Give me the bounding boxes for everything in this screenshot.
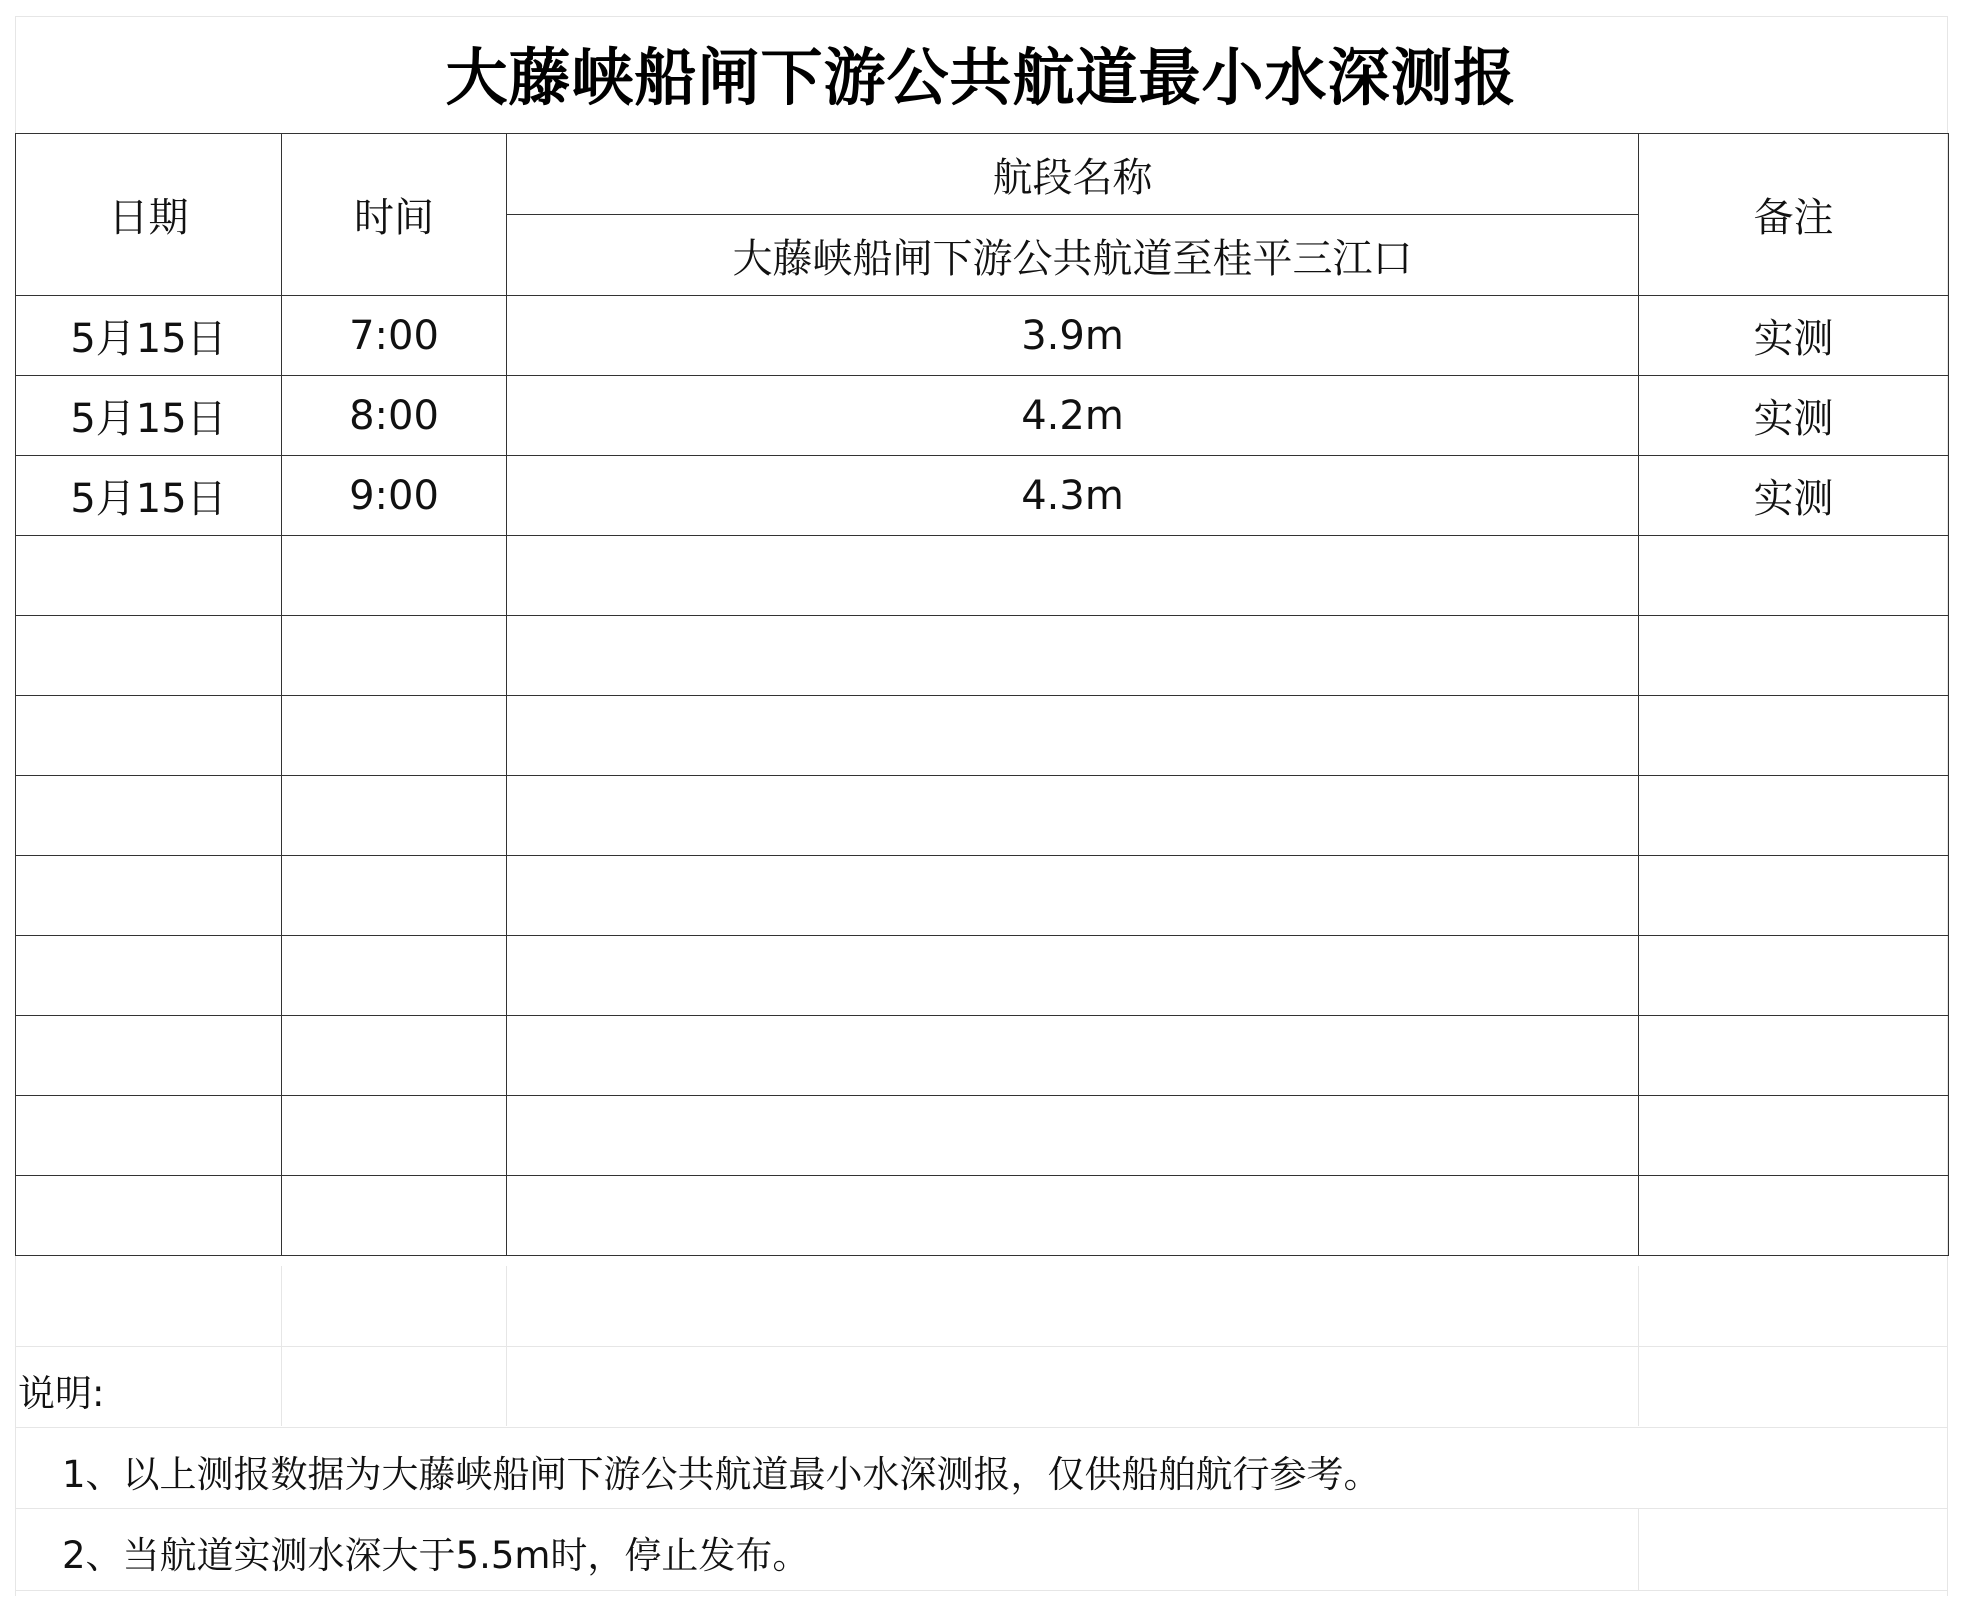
date-cell: 5月15日	[16, 376, 282, 456]
table-row	[16, 616, 1949, 696]
gridline	[15, 1590, 1948, 1591]
time-cell	[282, 936, 507, 1016]
remark-cell	[1639, 936, 1949, 1016]
depth-report-table	[15, 133, 1949, 1256]
date-cell	[16, 1096, 282, 1176]
note-item: 1、以上测报数据为大藤峡船闸下游公共航道最小水深测报，仅供船舶航行参考。	[62, 1453, 1381, 1496]
table-row	[16, 936, 1949, 1016]
time-cell	[282, 616, 507, 696]
date-cell	[16, 536, 282, 616]
remark-cell	[1639, 536, 1949, 616]
header-segment: 大藤峡船闸下游公共航道至桂平三江口	[507, 215, 1639, 296]
table-row	[16, 696, 1949, 776]
date-cell	[16, 696, 282, 776]
depth-cell	[507, 776, 1639, 856]
remark-cell	[1639, 696, 1949, 776]
time-cell	[282, 1016, 507, 1096]
header-row	[16, 134, 1949, 215]
header-date: 日期	[16, 134, 282, 296]
table-row	[16, 536, 1949, 616]
table-row	[16, 856, 1949, 936]
depth-cell	[507, 1096, 1639, 1176]
table-row	[16, 776, 1949, 856]
date-cell	[16, 856, 282, 936]
gridline	[15, 1427, 1948, 1428]
time-cell	[282, 696, 507, 776]
remark-cell: 实测	[1639, 456, 1949, 536]
page-title: 大藤峡船闸下游公共航道最小水深测报	[445, 40, 1517, 114]
time-cell	[282, 1176, 507, 1256]
time-cell: 8:00	[282, 376, 507, 456]
time-cell: 9:00	[282, 456, 507, 536]
remark-cell	[1639, 1016, 1949, 1096]
date-cell: 5月15日	[16, 296, 282, 376]
gridline	[506, 1266, 507, 1426]
time-cell	[282, 856, 507, 936]
header-remark: 备注	[1639, 134, 1949, 296]
header-segment-group: 航段名称	[507, 134, 1639, 215]
notes-label: 说明:	[18, 1372, 105, 1415]
depth-cell	[507, 616, 1639, 696]
depth-cell	[507, 936, 1639, 1016]
gridline	[15, 1346, 1948, 1347]
remark-cell: 实测	[1639, 296, 1949, 376]
date-cell	[16, 936, 282, 1016]
remark-cell	[1639, 1176, 1949, 1256]
date-cell	[16, 776, 282, 856]
remark-cell	[1639, 616, 1949, 696]
header-time: 时间	[282, 134, 507, 296]
depth-cell	[507, 696, 1639, 776]
gridline	[1638, 1266, 1639, 1426]
gridline	[281, 1266, 282, 1426]
remark-cell	[1639, 776, 1949, 856]
table-row	[16, 296, 1949, 376]
time-cell	[282, 1096, 507, 1176]
table-row	[16, 376, 1949, 456]
table-row	[16, 1016, 1949, 1096]
depth-cell: 3.9m	[507, 296, 1639, 376]
note-item: 2、当航道实测水深大于5.5m时，停止发布。	[62, 1534, 810, 1577]
gridline	[15, 1508, 1948, 1509]
depth-cell: 4.2m	[507, 376, 1639, 456]
date-cell	[16, 1176, 282, 1256]
depth-cell: 4.3m	[507, 456, 1639, 536]
time-cell	[282, 536, 507, 616]
depth-cell	[507, 536, 1639, 616]
date-cell	[16, 616, 282, 696]
date-cell	[16, 1016, 282, 1096]
remark-cell	[1639, 856, 1949, 936]
date-cell: 5月15日	[16, 456, 282, 536]
remark-cell	[1639, 1096, 1949, 1176]
remark-cell: 实测	[1639, 376, 1949, 456]
depth-cell	[507, 856, 1639, 936]
time-cell	[282, 776, 507, 856]
table-row	[16, 1176, 1949, 1256]
depth-cell	[507, 1176, 1639, 1256]
table-row	[16, 1096, 1949, 1176]
table-row	[16, 456, 1949, 536]
gridline	[1638, 1508, 1639, 1590]
time-cell: 7:00	[282, 296, 507, 376]
depth-cell	[507, 1016, 1639, 1096]
